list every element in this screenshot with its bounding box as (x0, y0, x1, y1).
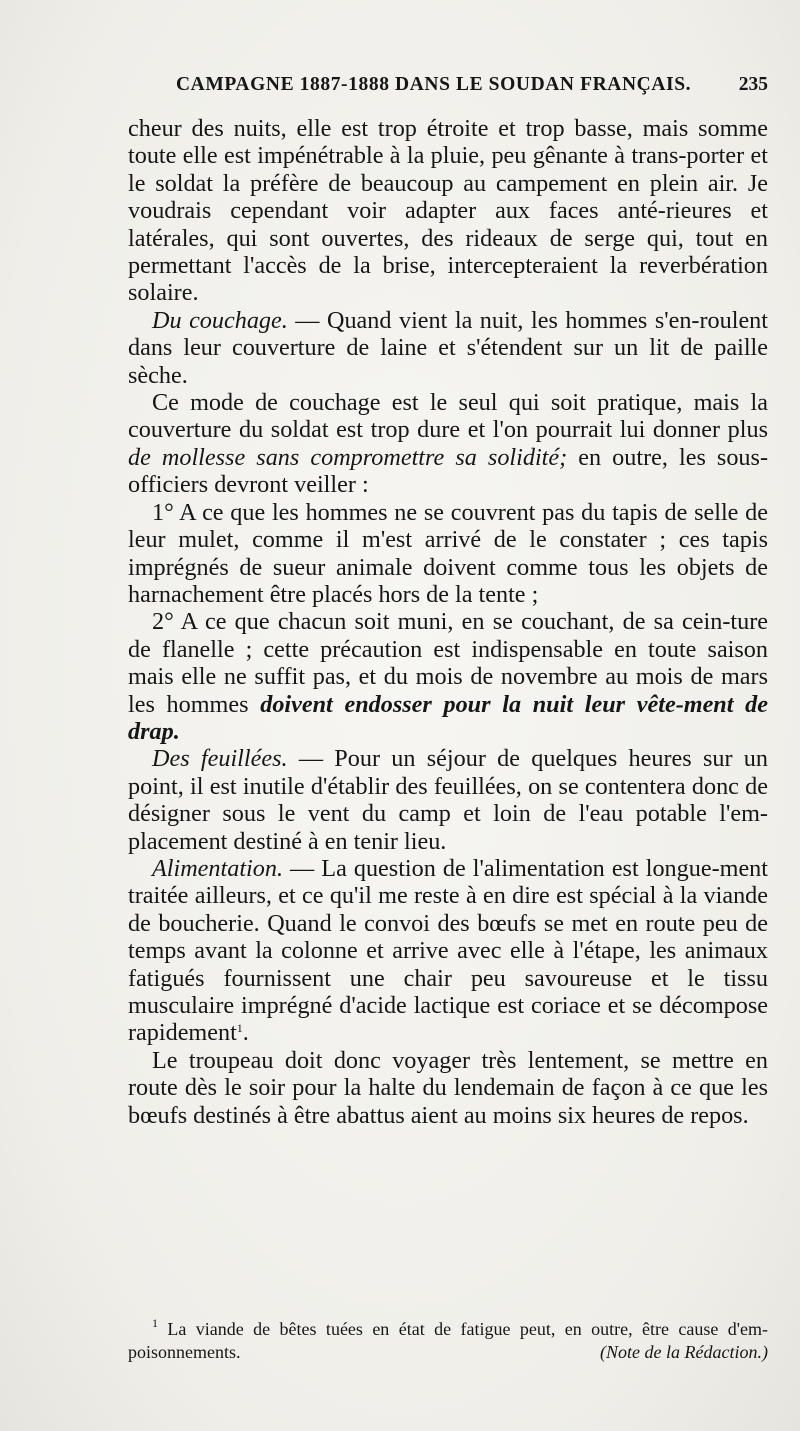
paragraph-item-2 (128, 608, 768, 745)
paragraph-item-1 (128, 499, 768, 609)
running-head (128, 74, 768, 108)
emphasis-text: de mollesse sans compromettre sa solidité; (128, 443, 568, 471)
footnote (128, 1318, 768, 1364)
footnote-source: (Note de la Rédaction.) (600, 1342, 768, 1362)
footnote-text: La viande de bêtes tuées en état de fatigue peut, en outre, être cause d'em-poisonnements. (128, 1319, 768, 1362)
paragraph-couchage (128, 307, 768, 389)
paragraph-text: 2° A ce que chacun soit muni, en se couchant, de sa cein-ture de flanelle ; cette précaution est indispensable en toute saison mais elle ne suffit pas, et du mois de novembre au mois de mars les hommes (128, 608, 768, 718)
footnotes (128, 1318, 768, 1364)
paragraph-text: 1° A ce que les hommes ne se couvrent pas du tapis de selle de leur mulet, comme il m'est arrivé de le constater ; ces tapis imprégnés de sueur animale doivent comme tous les objets de harnachement être placés hors de la tente ; (128, 498, 768, 608)
paragraph-alimentation (128, 855, 768, 1047)
emphasis-text: doivent endosser pour la nuit leur vête-ment de drap. (128, 690, 768, 745)
footnote-mark: 1 (152, 1316, 158, 1330)
paragraph-text: — Pour un séjour de quelques heures sur un point, il est inutile d'établir des feuillées, on se contentera donc de désigner sous le vent du camp et loin de l'eau potable l'em-placement destiné à en tenir lieu. (128, 745, 768, 855)
footnote-reference: 1 (236, 1021, 243, 1036)
section-heading-couchage: Du couchage. (152, 306, 288, 334)
paragraph-text: cheur des nuits, elle est trop étroite et trop basse, mais somme toute elle est impénétrable à la pluie, peu gênante à trans-porter et le soldat la préfère de beaucoup au campement en plein air. Je voudrais cependant voir adapter aux faces anté-rieures et latérales, qui sont ouvertes, des rideaux de serge qui, tout en permettant l'accès de la brise, intercepteraient la reverbération solaire. (128, 115, 768, 307)
paragraph-feuillees (128, 745, 768, 855)
paragraph-text: Le troupeau doit donc voyager très lentement, se mettre en route dès le soir pour la halte du lendemain de façon à ce que les bœufs destinés à être abattus aient au moins six heures de repos. (128, 1046, 768, 1129)
paragraph-text: . (242, 1019, 249, 1047)
paragraph-text: — Quand vient la nuit, les hommes s'en-roulent dans leur couverture de laine et s'étendent sur un lit de paille sèche. (128, 306, 768, 389)
paragraph-continuation (128, 115, 768, 307)
paragraph-couverture (128, 389, 768, 499)
body-text (128, 115, 768, 1129)
section-heading-feuillees: Des feuillées. (152, 745, 288, 773)
paragraph-text: Ce mode de couchage est le seul qui soit pratique, mais la couverture du soldat est trop dure et l'on pourrait lui donner plus (128, 389, 768, 444)
section-heading-alimentation: Alimentation. (152, 854, 283, 882)
paragraph-troupeau (128, 1047, 768, 1129)
running-title: CAMPAGNE 1887-1888 DANS LE SOUDAN FRANÇAIS. (176, 74, 692, 95)
page-number: 235 (738, 74, 768, 95)
paragraph-text: en outre, les sous-officiers devront veiller : (128, 443, 768, 499)
paragraph-text: — La question de l'alimentation est longue-ment traitée ailleurs, et ce qu'il me reste à en dire est spécial à la viande de boucherie. Quand le convoi des bœufs se met en route peu de temps avant la colonne et arrive avec elle à l'étape, les animaux fatigués fournissent une chair peu savoureuse et le tissu musculaire imprégné d'acide lactique est coriace et se décompose rapidement (128, 854, 768, 1047)
